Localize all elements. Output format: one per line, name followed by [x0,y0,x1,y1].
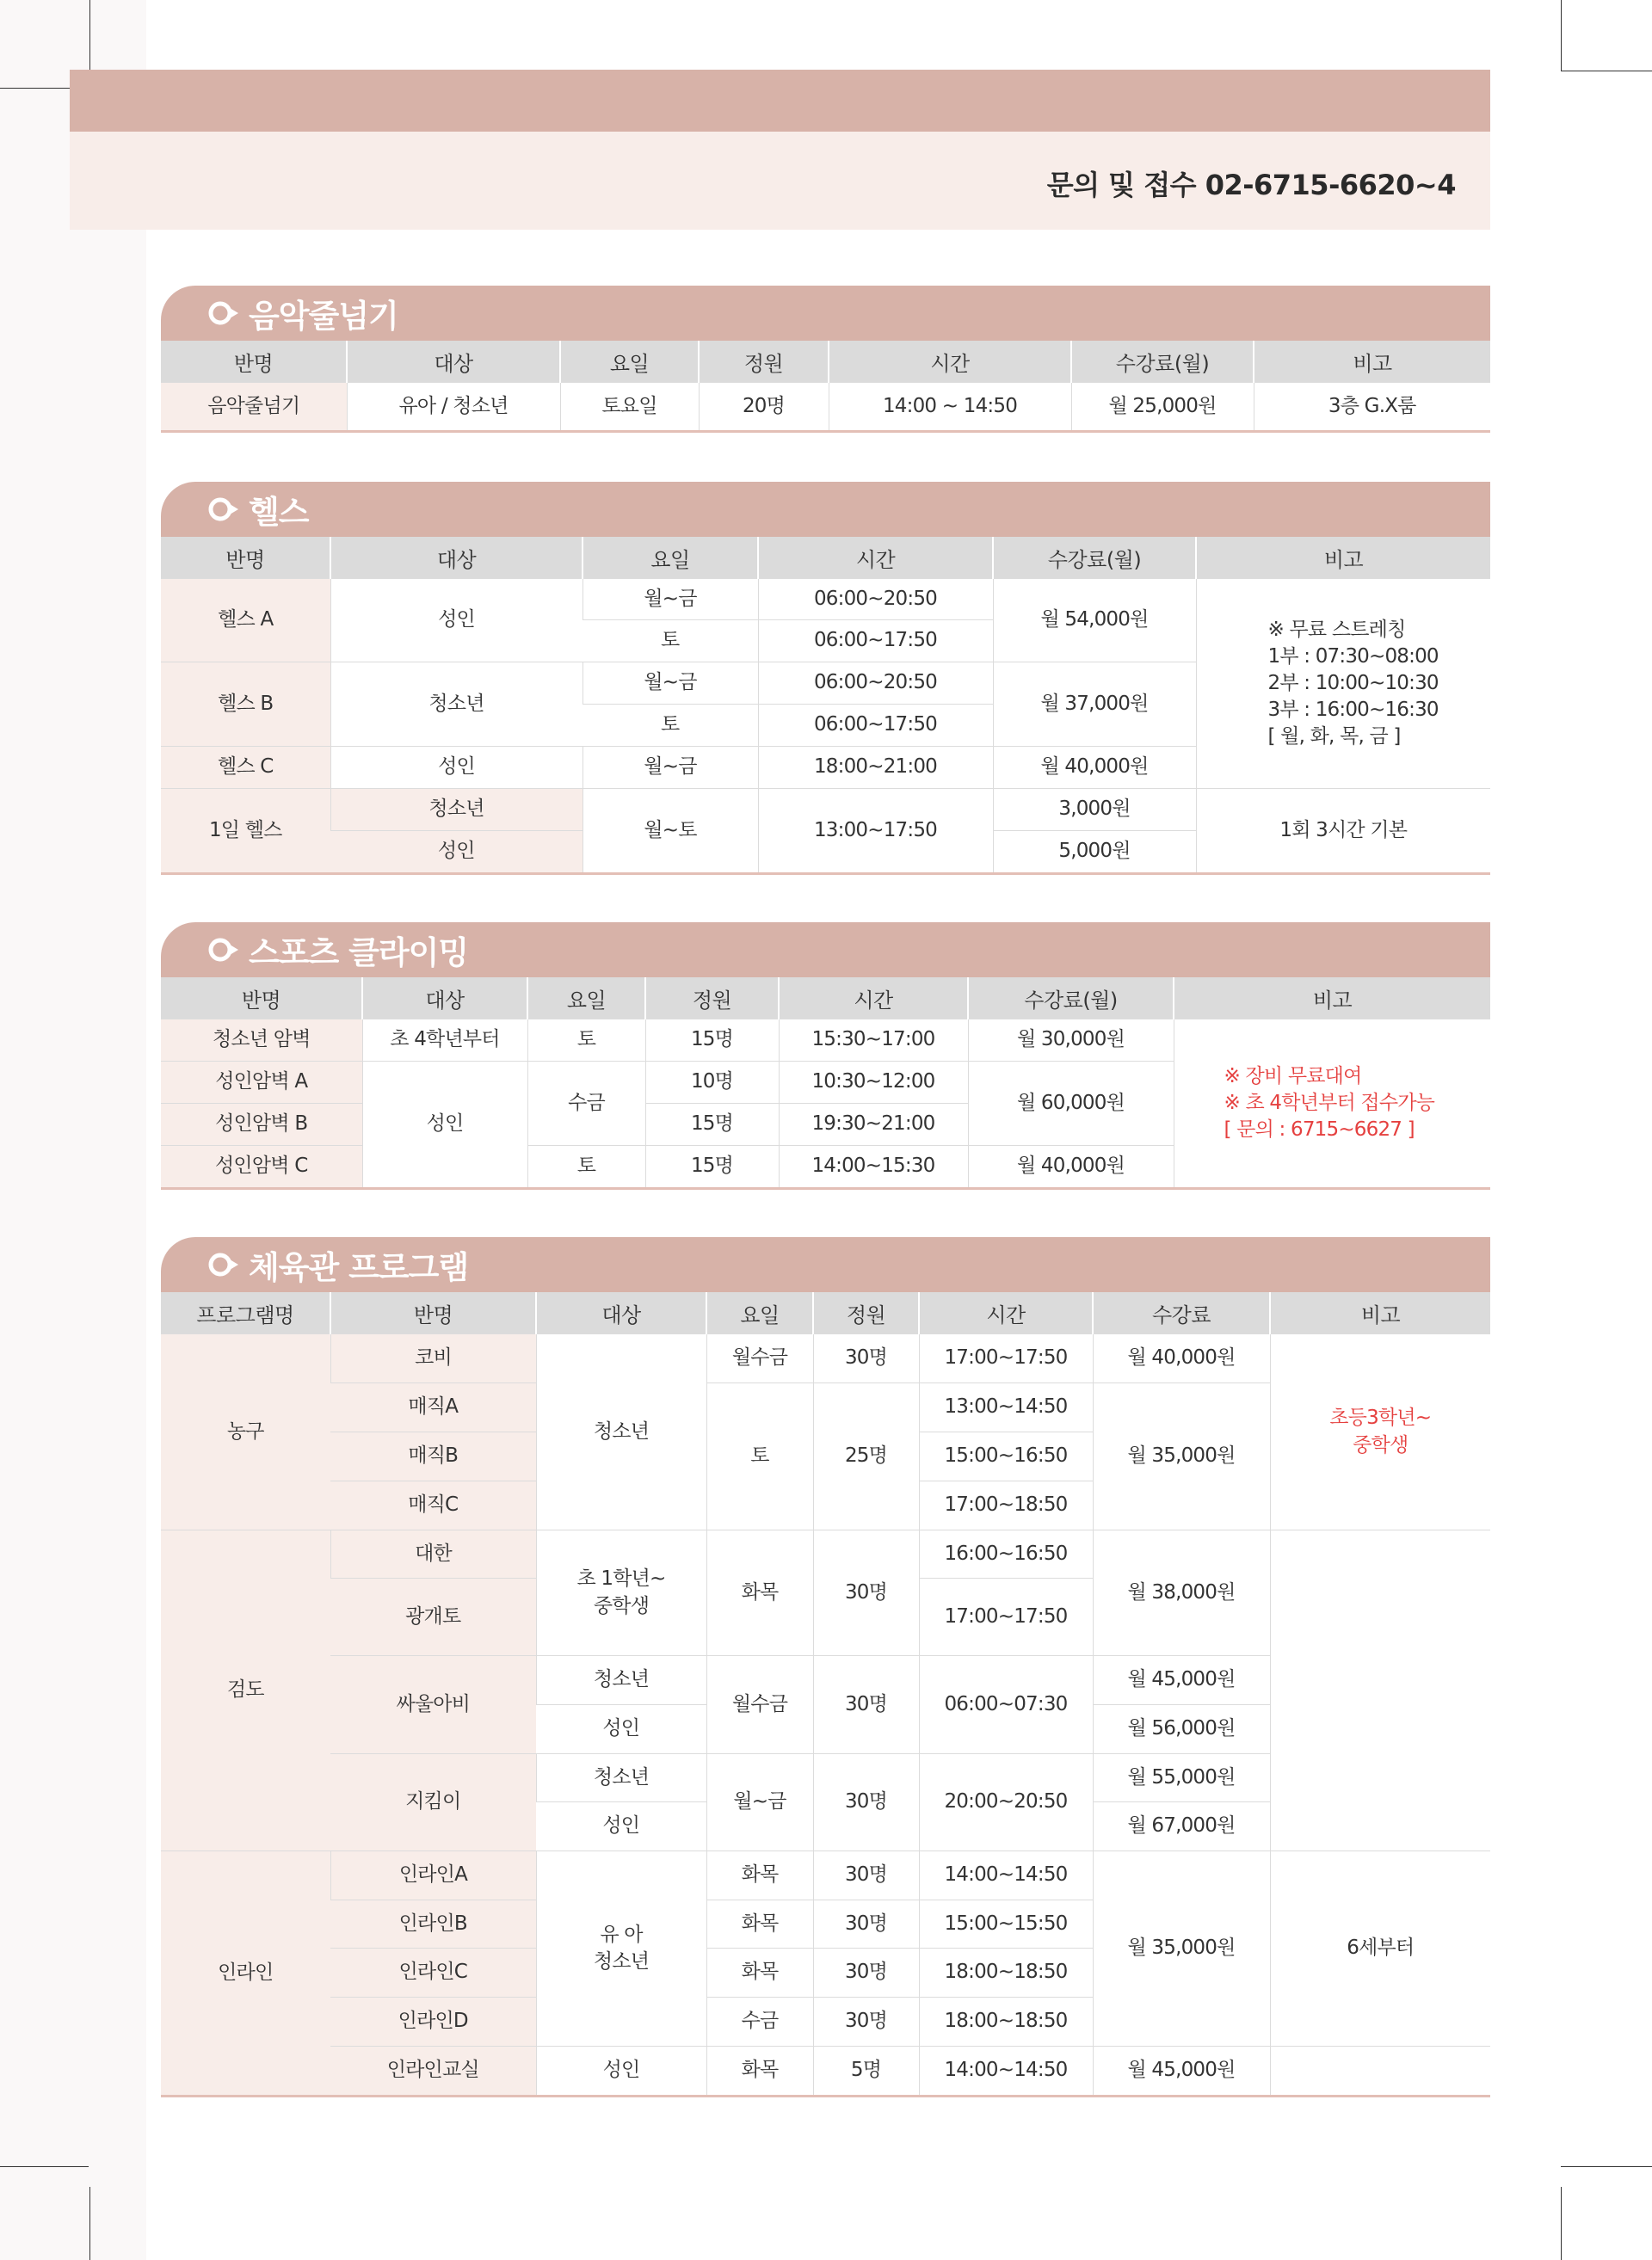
time-cell: 17:00~18:50 [919,1481,1093,1530]
day-cell: 화목 [706,1530,813,1656]
col-header: 수강료(월) [993,537,1196,579]
class-name-cell: 1일 헬스 [161,789,330,872]
fee-cell: 월 40,000원 [993,747,1196,789]
section-jump-rope [161,286,1490,433]
col-header: 비고 [1270,1292,1490,1334]
time-cell: 17:00~17:50 [919,1579,1093,1656]
capacity-cell: 30명 [813,1754,919,1851]
fee-cell: 월 30,000원 [968,1019,1174,1062]
crop-mark [89,2187,90,2260]
class-name-cell: 헬스 C [161,747,330,789]
class-name-cell: 성인암벽 B [161,1104,362,1146]
class-name-cell: 매직A [330,1383,536,1432]
target-line: 청소년 [593,1950,650,1973]
fitness-table [161,537,1490,872]
note-line: 3부 : 16:00~16:30 [1267,699,1439,722]
target-cell: 성인 [330,747,583,789]
col-header: 요일 [583,537,758,579]
class-name-cell: 매직C [330,1481,536,1530]
time-cell: 13:00~14:50 [919,1383,1093,1432]
class-name-cell: 인라인C [330,1949,536,1998]
col-header: 수강료(월) [968,977,1174,1019]
col-header: 수강료 [1093,1292,1270,1334]
grade-note-cell [1270,1334,1490,1530]
note-line: 중학생 [1353,1433,1409,1456]
section-climbing [161,922,1490,1190]
time-cell: 18:00~18:50 [919,1949,1093,1998]
capacity-cell: 30명 [813,1900,919,1949]
capacity-cell: 25명 [813,1383,919,1530]
time-cell: 20:00~20:50 [919,1754,1093,1851]
fee-cell: 월 37,000원 [993,662,1196,747]
col-header: 반명 [161,977,362,1019]
class-name-cell: 음악줄넘기 [161,383,347,430]
contact-info: 문의 및 접수 02-6715-6620~4 [1046,169,1456,201]
note-line: 초등3학년~ [1329,1407,1432,1430]
day-cell: 수금 [706,1998,813,2047]
time-cell: 14:00~15:30 [779,1146,968,1187]
crop-mark [1561,2166,1652,2167]
program-name-cell: 농구 [161,1334,330,1530]
target-cell: 초 4학년부터 [362,1019,527,1062]
section-title: 헬스 [249,494,309,531]
col-header: 정원 [645,977,779,1019]
col-header: 비고 [1196,537,1490,579]
class-name-cell: 대한 [330,1530,536,1579]
note-cell: 3층 G.X룸 [1254,383,1490,430]
day-cell: 월수금 [706,1334,813,1383]
time-cell: 18:00~21:00 [758,747,993,789]
fee-cell: 월 45,000원 [1093,1656,1270,1705]
target-cell [536,1851,706,2047]
table-bottom-rule [161,2095,1490,2097]
col-header: 시간 [779,977,968,1019]
day-cell: 화목 [706,1851,813,1900]
time-cell: 15:30~17:00 [779,1019,968,1062]
time-cell: 06:00~20:50 [758,579,993,620]
note-line: [ 월, 화, 목, 금 ] [1267,725,1401,748]
col-header: 수강료(월) [1071,341,1254,383]
fee-cell: 5,000원 [993,831,1196,872]
col-header: 대상 [330,537,583,579]
day-cell: 월수금 [706,1656,813,1754]
capacity-cell: 30명 [813,1998,919,2047]
ring-arrow-icon [206,1247,240,1282]
class-name-cell: 지킴이 [330,1754,536,1851]
fee-cell: 월 38,000원 [1093,1530,1270,1656]
fee-cell: 월 40,000원 [968,1146,1174,1187]
target-line: 초 1학년~ [576,1567,666,1591]
day-cell: 화목 [706,1900,813,1949]
section-header [161,286,1490,341]
target-line: 유 아 [600,1923,643,1946]
program-name-cell: 인라인 [161,1851,330,2095]
class-name-cell: 코비 [330,1334,536,1383]
col-header: 요일 [560,341,699,383]
day-cell: 월~금 [583,579,758,620]
section-header [161,1237,1490,1292]
jump-rope-table [161,341,1490,430]
class-name-cell: 싸울아비 [330,1656,536,1754]
day-cell: 월~금 [583,662,758,705]
fee-cell: 3,000원 [993,789,1196,831]
target-cell: 성인 [330,831,583,872]
time-cell: 14:00~14:50 [919,2047,1093,2095]
class-name-cell: 청소년 암벽 [161,1019,362,1062]
crop-mark [0,2166,89,2167]
fee-cell: 월 67,000원 [1093,1802,1270,1851]
fee-cell: 월 60,000원 [968,1062,1174,1146]
note-line: ※ 장비 무료대여 [1224,1064,1362,1087]
note-line: 1부 : 07:30~08:00 [1267,644,1439,668]
col-header: 반명 [161,341,347,383]
target-cell: 청소년 [536,1656,706,1705]
day-cell: 토 [706,1383,813,1530]
time-cell: 16:00~16:50 [919,1530,1093,1579]
fee-cell: 월 25,000원 [1071,383,1254,430]
day-cell: 월~토 [583,789,758,872]
capacity-cell: 30명 [813,1949,919,1998]
day-cell: 토 [527,1019,645,1062]
capacity-cell: 15명 [645,1104,779,1146]
class-name-cell: 인라인D [330,1998,536,2047]
target-cell: 청소년 [536,1334,706,1530]
col-header: 정원 [699,341,829,383]
day-cell: 화목 [706,2047,813,2095]
target-cell: 성인 [536,2047,706,2095]
climbing-table [161,977,1490,1187]
day-cell: 토 [583,705,758,747]
day-cell: 월~금 [583,747,758,789]
class-name-cell: 성인암벽 C [161,1146,362,1187]
target-cell: 성인 [362,1062,527,1187]
time-cell: 06:00~17:50 [758,705,993,747]
fee-cell: 월 35,000원 [1093,1383,1270,1530]
fee-cell: 월 55,000원 [1093,1754,1270,1802]
time-cell: 14:00 ~ 14:50 [829,383,1071,430]
capacity-cell: 15명 [645,1019,779,1062]
capacity-cell: 20명 [699,383,829,430]
note-line: ※ 무료 스트레칭 [1267,618,1406,641]
col-header: 대상 [347,341,560,383]
note-cell [1270,2047,1490,2095]
day-cell: 수금 [527,1062,645,1146]
section-gym-programs [161,1237,1490,2097]
fee-cell: 월 56,000원 [1093,1705,1270,1754]
class-name-cell: 헬스 A [161,579,330,662]
note-line: [ 문의 : 6715~6627 ] [1224,1118,1415,1141]
col-header: 비고 [1174,977,1490,1019]
note-cell: 1회 3시간 기본 [1196,789,1490,872]
target-cell: 청소년 [330,662,583,747]
col-header: 프로그램명 [161,1292,330,1334]
day-cell: 화목 [706,1949,813,1998]
program-name-cell: 검도 [161,1530,330,1851]
page-margin-tint [0,0,146,2260]
table-bottom-rule [161,1187,1490,1190]
capacity-cell: 30명 [813,1334,919,1383]
col-header: 반명 [161,537,330,579]
crop-mark [89,0,90,71]
time-cell: 19:30~21:00 [779,1104,968,1146]
header-band [70,70,1490,132]
time-cell: 06:00~20:50 [758,662,993,705]
day-cell: 월~금 [706,1754,813,1851]
col-header: 정원 [813,1292,919,1334]
day-cell: 토 [527,1146,645,1187]
time-cell: 18:00~18:50 [919,1998,1093,2047]
time-cell: 06:00~17:50 [758,620,993,662]
equipment-note-cell [1174,1019,1490,1187]
note-line: ※ 초 4학년부터 접수가능 [1224,1091,1435,1114]
col-header: 요일 [527,977,645,1019]
class-name-cell: 인라인교실 [330,2047,536,2095]
note-line: 2부 : 10:00~10:30 [1267,671,1439,694]
crop-mark [1561,2187,1562,2260]
day-cell: 토요일 [560,383,699,430]
crop-mark [1561,0,1562,71]
target-cell: 성인 [330,579,583,662]
day-cell: 토 [583,620,758,662]
target-cell: 유아 / 청소년 [347,383,560,430]
capacity-cell: 15명 [645,1146,779,1187]
class-name-cell: 인라인A [330,1851,536,1900]
capacity-cell: 10명 [645,1062,779,1104]
time-cell: 15:00~15:50 [919,1900,1093,1949]
section-title: 스포츠 클라이밍 [249,934,469,971]
section-header [161,482,1490,537]
target-line: 중학생 [593,1594,650,1617]
capacity-cell: 30명 [813,1530,919,1656]
time-cell: 15:00~16:50 [919,1432,1093,1481]
note-cell: 6세부터 [1270,1851,1490,2047]
time-cell: 17:00~17:50 [919,1334,1093,1383]
time-cell: 14:00~14:50 [919,1851,1093,1900]
target-cell: 청소년 [536,1754,706,1802]
target-cell: 성인 [536,1802,706,1851]
col-header: 시간 [758,537,993,579]
capacity-cell: 5명 [813,2047,919,2095]
ring-arrow-icon [206,296,240,330]
col-header: 요일 [706,1292,813,1334]
col-header: 시간 [919,1292,1093,1334]
fee-cell: 월 40,000원 [1093,1334,1270,1383]
capacity-cell: 30명 [813,1851,919,1900]
section-fitness [161,482,1490,875]
col-header: 비고 [1254,341,1490,383]
time-cell: 06:00~07:30 [919,1656,1093,1754]
target-cell [536,1530,706,1656]
target-cell: 성인 [536,1705,706,1754]
stretching-note-cell [1196,579,1490,789]
col-header: 대상 [362,977,527,1019]
fee-cell: 월 54,000원 [993,579,1196,662]
section-title: 체육관 프로그램 [249,1249,469,1286]
time-cell: 10:30~12:00 [779,1062,968,1104]
class-name-cell: 매직B [330,1432,536,1481]
note-cell [1270,1530,1490,1851]
ring-arrow-icon [206,933,240,967]
col-header: 대상 [536,1292,706,1334]
table-bottom-rule [161,872,1490,875]
class-name-cell: 헬스 B [161,662,330,747]
ring-arrow-icon [206,492,240,527]
col-header: 반명 [330,1292,536,1334]
class-name-cell: 성인암벽 A [161,1062,362,1104]
capacity-cell: 30명 [813,1656,919,1754]
table-bottom-rule [161,430,1490,433]
time-cell: 13:00~17:50 [758,789,993,872]
target-cell: 청소년 [330,789,583,831]
section-header [161,922,1490,977]
class-name-cell: 광개토 [330,1579,536,1656]
fee-cell: 월 35,000원 [1093,1851,1270,2047]
fee-cell: 월 45,000원 [1093,2047,1270,2095]
section-title: 음악줄넘기 [249,298,398,335]
class-name-cell: 인라인B [330,1900,536,1949]
gym-programs-table [161,1292,1490,2095]
col-header: 시간 [829,341,1071,383]
